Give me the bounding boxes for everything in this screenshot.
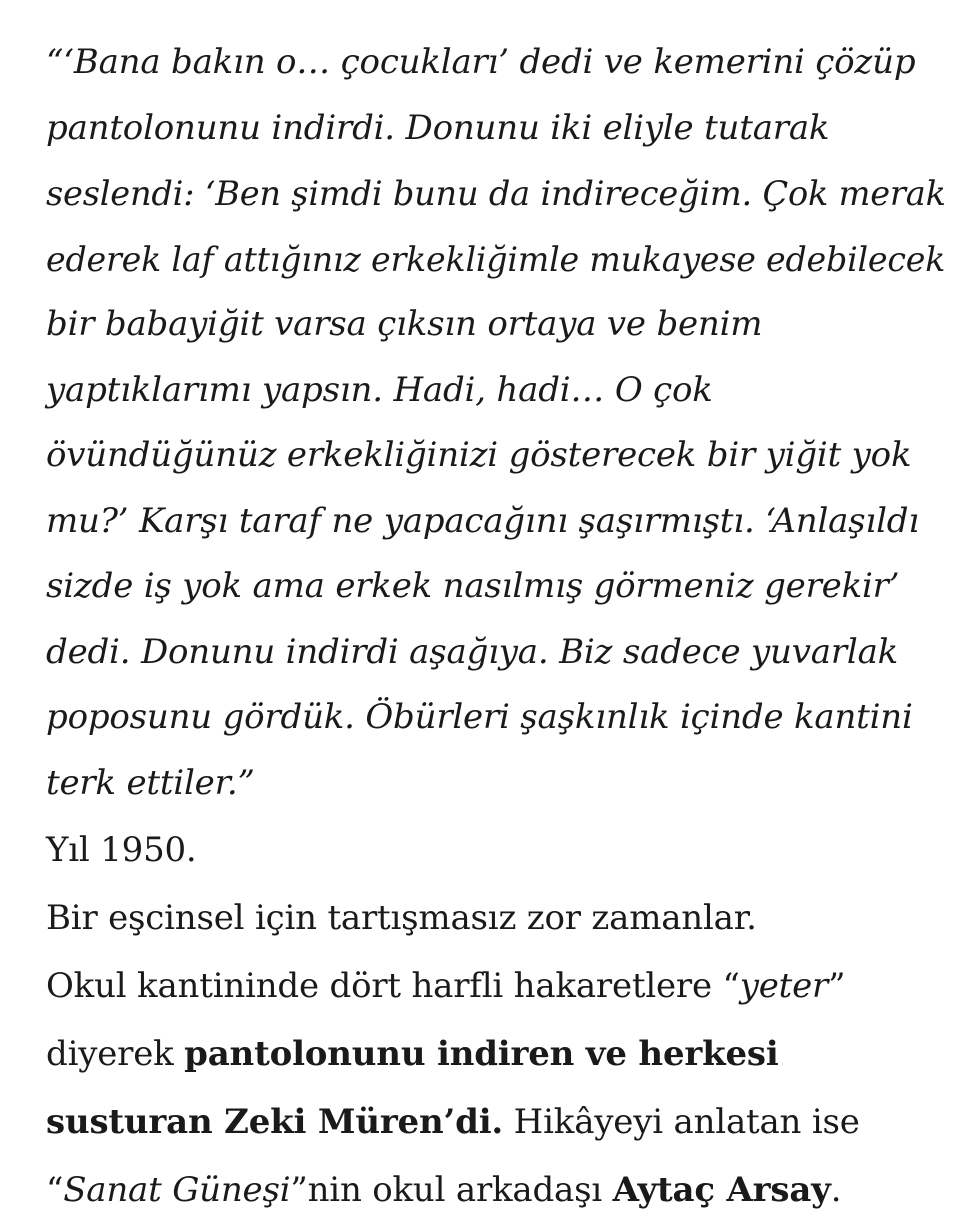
bold-phrase: susturan Zeki Müren’di. bbox=[46, 1102, 504, 1142]
body-line bbox=[46, 952, 936, 1020]
text-segment: diyerek bbox=[46, 1034, 185, 1074]
quote-line: pantolonunu indirdi. Donunu iki eliyle tutarak bbox=[46, 107, 830, 148]
quote-line: dedi. Donunu indirdi aşağıya. Biz sadece yuvarlak bbox=[46, 631, 899, 672]
text-segment: Hikâyeyi anlatan ise bbox=[503, 1102, 860, 1142]
quote-line: övündüğünüz erkekliğinizi gösterecek bir yiğit yok bbox=[46, 435, 912, 475]
quote-line: “‘Bana bakın o… çocukları’ dedi ve kemerini çözüp bbox=[46, 42, 916, 82]
text-segment: . bbox=[830, 1170, 842, 1210]
body-text bbox=[46, 816, 936, 1224]
bold-name: Aytaç Arsay bbox=[612, 1170, 831, 1210]
quote-line: ederek laf attığınız erkekliğimle mukayese edebilecek bbox=[46, 239, 946, 279]
text-segment: “ bbox=[46, 1170, 64, 1210]
quote-line: mu?’ Karşı taraf ne yapacağını şaşırmıştı. ‘Anlaşıldı bbox=[46, 500, 920, 541]
hard-times-line: Bir eşcinsel için tartışmasız zor zamanlar. bbox=[46, 898, 757, 938]
quote-line: yaptıklarımı yapsın. Hadi, hadi… O çok bbox=[46, 369, 713, 410]
bold-phrase: pantolonunu indiren ve herkesi bbox=[184, 1034, 779, 1074]
quote-line: sizde iş yok ama erkek nasılmış görmeniz gerekir’ bbox=[46, 566, 900, 606]
quote-line: seslendi: ‘Ben şimdi bunu da indireceğim. Çok merak bbox=[46, 174, 946, 213]
quote-line: poposunu gördük. Öbürleri şaşkınlık içinde kantini bbox=[46, 697, 913, 737]
body-line bbox=[46, 1020, 936, 1088]
italic-term: yeter bbox=[739, 966, 829, 1006]
quoted-passage bbox=[46, 30, 946, 816]
text-segment: Okul kantininde dört harfli hakaretlere “ bbox=[46, 966, 740, 1006]
italic-term: Sanat Güneşi bbox=[63, 1170, 291, 1210]
body-line bbox=[46, 1088, 936, 1156]
text-segment: ” bbox=[828, 966, 846, 1006]
quote-line: bir babayiğit varsa çıksın ortaya ve benim bbox=[46, 304, 763, 344]
year-line: Yıl 1950. bbox=[46, 830, 197, 870]
quote-line: terk ettiler.” bbox=[46, 762, 255, 803]
text-segment: ”nin okul arkadaşı bbox=[290, 1170, 613, 1210]
body-line bbox=[46, 1156, 936, 1224]
